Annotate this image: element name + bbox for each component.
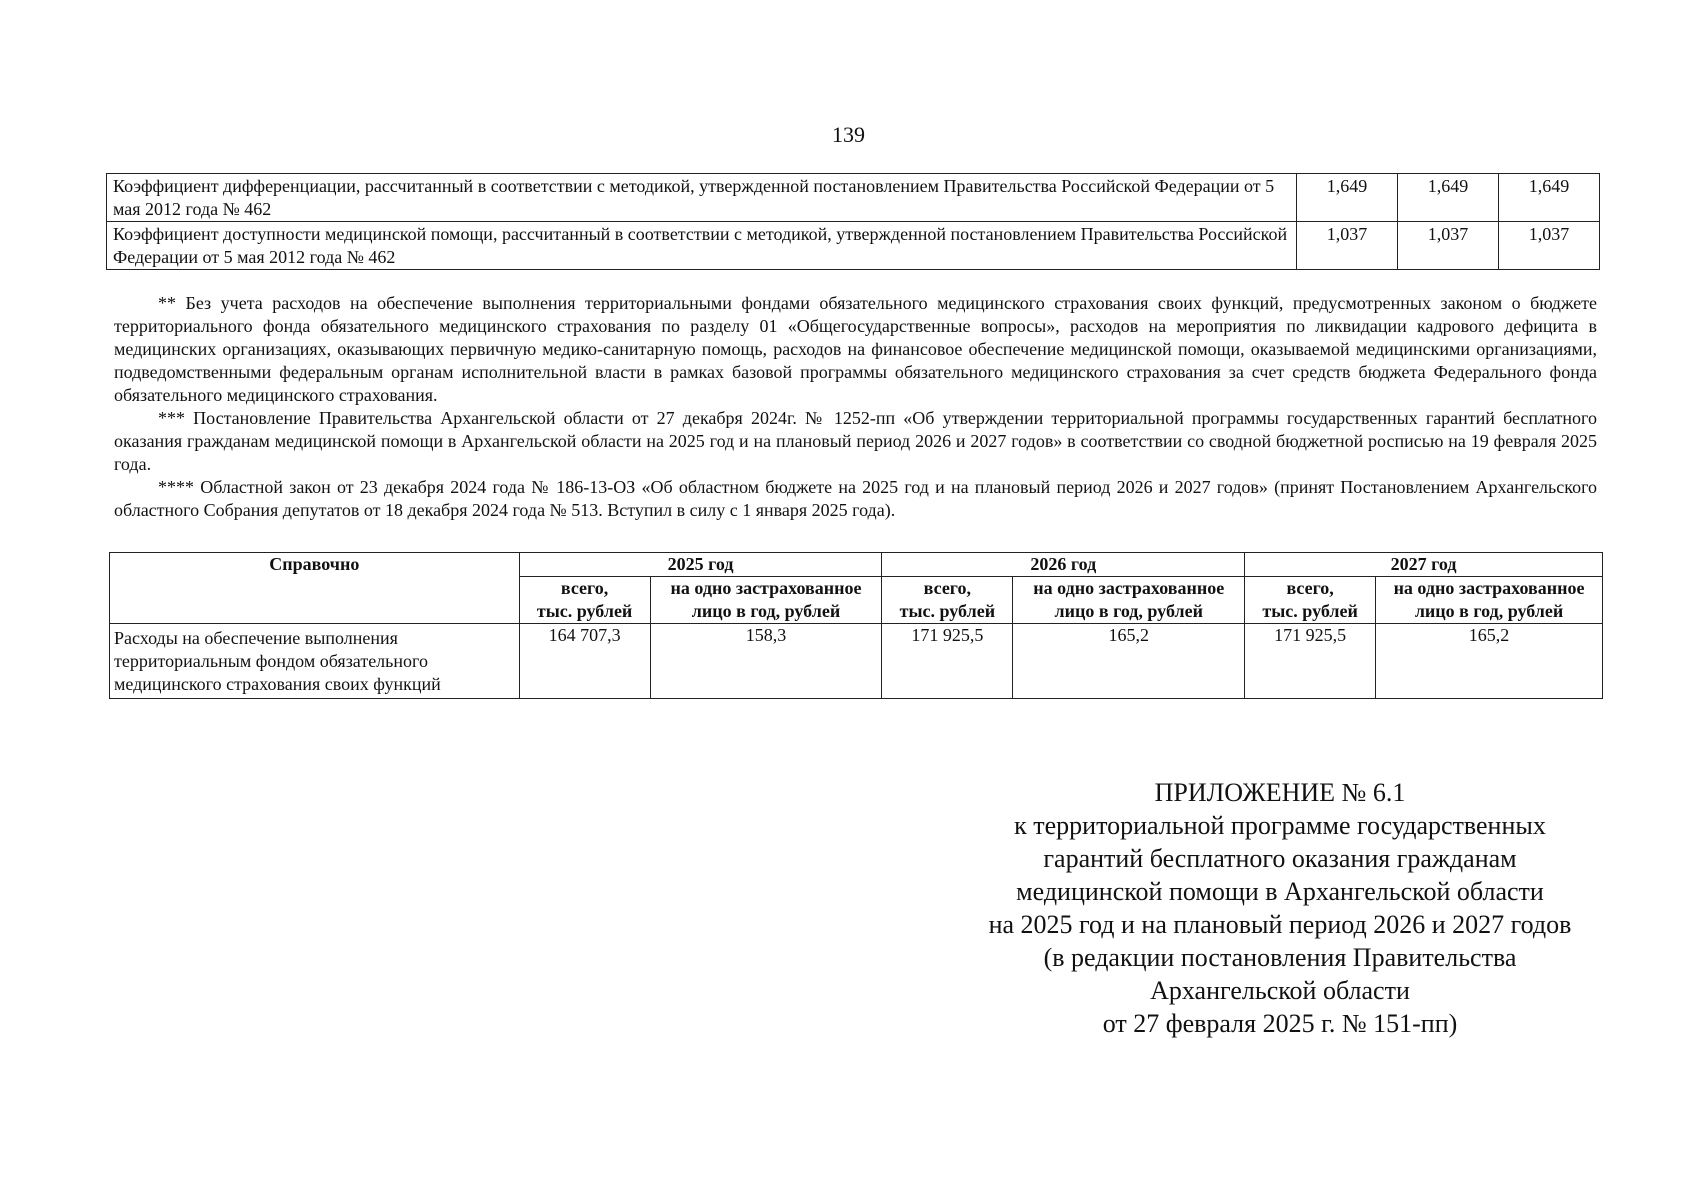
per-insured-header: на одно застрахованное лицо в год, рублей [1376,577,1603,624]
coef-label: Коэффициент дифференциации, рассчитанный в соответствии с методикой, утвержденной постановлением Правительства Российской Федерации от 5 мая 2012 года № 462 [107,174,1297,222]
coef-value: 1,649 [1398,174,1499,222]
corner-header: Справочно [110,553,520,624]
year-header: 2026 год [882,553,1245,577]
total-header: всего, тыс. рублей [1245,577,1376,624]
total-header: всего, тыс. рублей [882,577,1013,624]
table-header-row [110,553,1603,577]
total-header: всего, тыс. рублей [519,577,650,624]
footnote: ** Без учета расходов на обеспечение выполнения территориальными фондами обязательного медицинского страхования своих функций, предусмотренных законом о бюджете территориального фонда обязательного медицинского страхования по разделу 01 «Общегосударственные вопросы», расходов на мероприятия по ликвидации кадрового дефицита в медицинских организациях, оказывающих первичную медико-санитарную помощь, расходов на финансовое обеспечение медицинской помощи, оказываемой медицинскими организациями, подведомственными федеральным органам исполнительной власти в рамках базовой программы обязательного медицинского страхования за счет средств бюджета Федерального фонда обязательного медицинского страхования. [114,293,1597,405]
cell-value: 165,2 [1013,624,1245,699]
table-row [110,624,1603,699]
reference-table [109,552,1603,699]
coef-label: Коэффициент доступности медицинской помощи, рассчитанный в соответствии с методикой, утвержденной постановлением Правительства Российской Федерации от 5 мая 2012 года № 462 [107,222,1297,270]
cell-value: 164 707,3 [519,624,650,699]
year-header: 2027 год [1245,553,1603,577]
year-header: 2025 год [519,553,882,577]
coef-value: 1,037 [1297,222,1398,270]
appendix-line: от 27 февраля 2025 г. № 151-пп) [1102,1009,1458,1038]
coefficient-table [106,173,1600,270]
footnote: *** Постановление Правительства Архангельской области от 27 декабря 2024г. № 1252-пп «Об утверждении территориальной программы государственных гарантий бесплатного оказания гражданам медицинской помощи в Архангельской области на 2025 год и на плановый период 2026 и 2027 годов» в соответствии со сводной бюджетной росписью на 19 февраля 2025 года. [114,408,1597,474]
appendix-line: к территориальной программе государственных [1014,811,1546,840]
appendix-line: (в редакции постановления Правительства [1043,943,1517,972]
coef-value: 1,649 [1499,174,1600,222]
coef-value: 1,037 [1499,222,1600,270]
table-row [107,174,1600,222]
appendix-line: Архангельской области [1150,976,1410,1005]
appendix-line: медицинской помощи в Архангельской области [1016,877,1544,906]
cell-value: 165,2 [1376,624,1603,699]
coef-value: 1,037 [1398,222,1499,270]
cell-value: 171 925,5 [1245,624,1376,699]
row-label: Расходы на обеспечение выполнения территориальным фондом обязательного медицинского страхования своих функций [110,624,520,699]
footnotes [114,292,1597,522]
appendix-line: на 2025 год и на плановый период 2026 и 2027 годов [988,910,1572,939]
appendix-title: ПРИЛОЖЕНИЕ № 6.1 [1154,778,1406,807]
cell-value: 171 925,5 [882,624,1013,699]
appendix-line: гарантий бесплатного оказания гражданам [1043,844,1517,873]
cell-value: 158,3 [650,624,882,699]
coef-value: 1,649 [1297,174,1398,222]
footnote: **** Областной закон от 23 декабря 2024 года № 186-13-ОЗ «Об областном бюджете на 2025 год и на плановый период 2026 и 2027 годов» (принят Постановлением Архангельского областного Собрания депутатов от 18 декабря 2024 года № 513. Вступил в силу с 1 января 2025 года). [114,477,1597,520]
table-row [107,222,1600,270]
per-insured-header: на одно застрахованное лицо в год, рублей [650,577,882,624]
per-insured-header: на одно застрахованное лицо в год, рублей [1013,577,1245,624]
appendix-heading [930,776,1630,1040]
page-number: 139 [832,122,865,147]
